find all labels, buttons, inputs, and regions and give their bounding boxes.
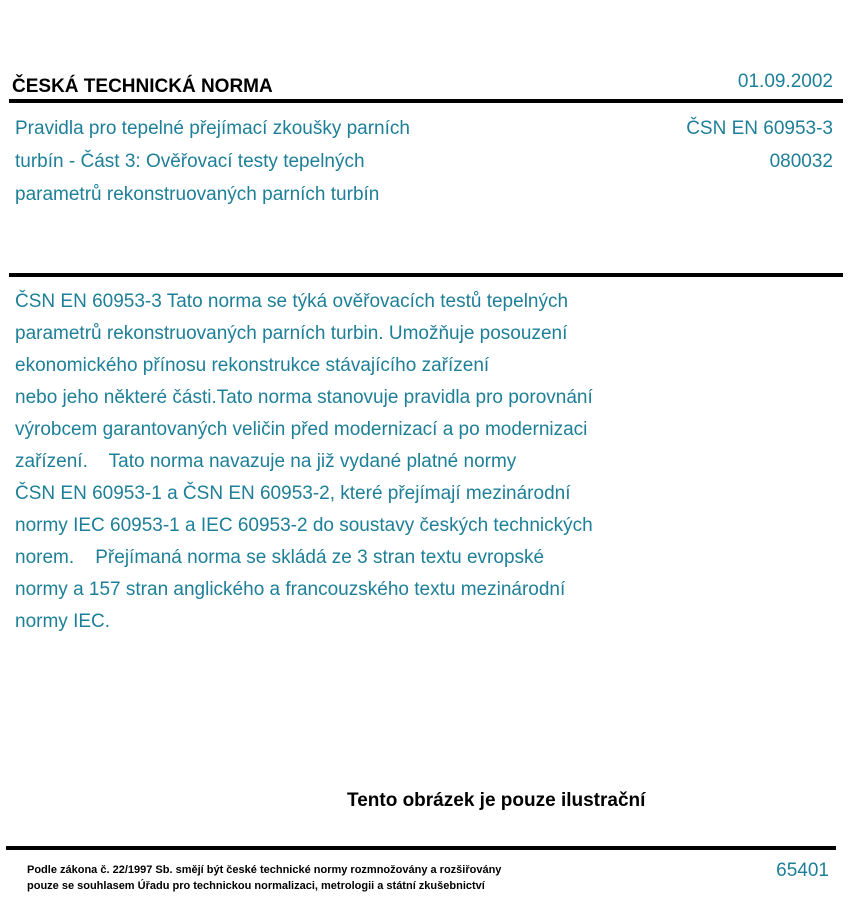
abstract-line: ekonomického přínosu rekonstrukce stávajícího zařízení [15,355,490,376]
legal-notice-line: Podle zákona č. 22/1997 Sb. smějí být české technické normy rozmnožovány a rozšiřovány [27,864,502,876]
abstract-line: zařízení. Tato norma navazuje na již vydané platné normy [15,451,517,472]
abstract-line: normy a 157 stran anglického a francouzského textu mezinárodní [15,579,566,600]
abstract-line: ČSN EN 60953-1 a ČSN EN 60953-2, které přejímají mezinárodní [15,483,571,504]
abstract-line: norem. Přejímaná norma se skládá ze 3 stran textu evropské [15,547,545,568]
footer-number: 65401 [776,860,829,881]
illustration-note: Tento obrázek je pouze ilustrační [347,790,646,811]
document-codes [686,112,833,178]
abstract-line: normy IEC. [15,611,111,632]
publication-date: 01.09.2002 [737,71,833,92]
abstract-line: výrobcem garantovaných veličin před modernizací a po modernizaci [15,419,588,440]
standard-code: ČSN EN 60953-3 [686,118,833,139]
class-code: 080032 [769,151,833,172]
document-title [15,112,535,211]
abstract-line: nebo jeho některé části.Tato norma stanovuje pravidla pro porovnání [15,387,593,408]
document-title-line: parametrů rekonstruovaných parních turbín [15,184,380,205]
document-title-line: Pravidla pro tepelné přejímací zkoušky parních [15,118,410,139]
abstract-line: ČSN EN 60953-3 Tato norma se týká ověřovacích testů tepelných [15,291,569,312]
bottom-divider [6,846,836,850]
document-title-line: turbín - Část 3: Ověřovací testy tepelných [15,151,365,172]
legal-notice-line: pouze se souhlasem Úřadu pro technickou normalizaci, metrologii a státní zkušebnictví [27,880,485,892]
legal-notice [27,862,501,894]
abstract-line: parametrů rekonstruovaných parních turbin. Umožňuje posouzení [15,323,568,344]
header-title: ČESKÁ TECHNICKÁ NORMA [12,76,273,97]
top-divider [9,99,843,103]
abstract-line: normy IEC 60953-1 a IEC 60953-2 do soustavy českých technických [15,515,593,536]
middle-divider [9,273,843,277]
abstract-text [15,286,715,638]
